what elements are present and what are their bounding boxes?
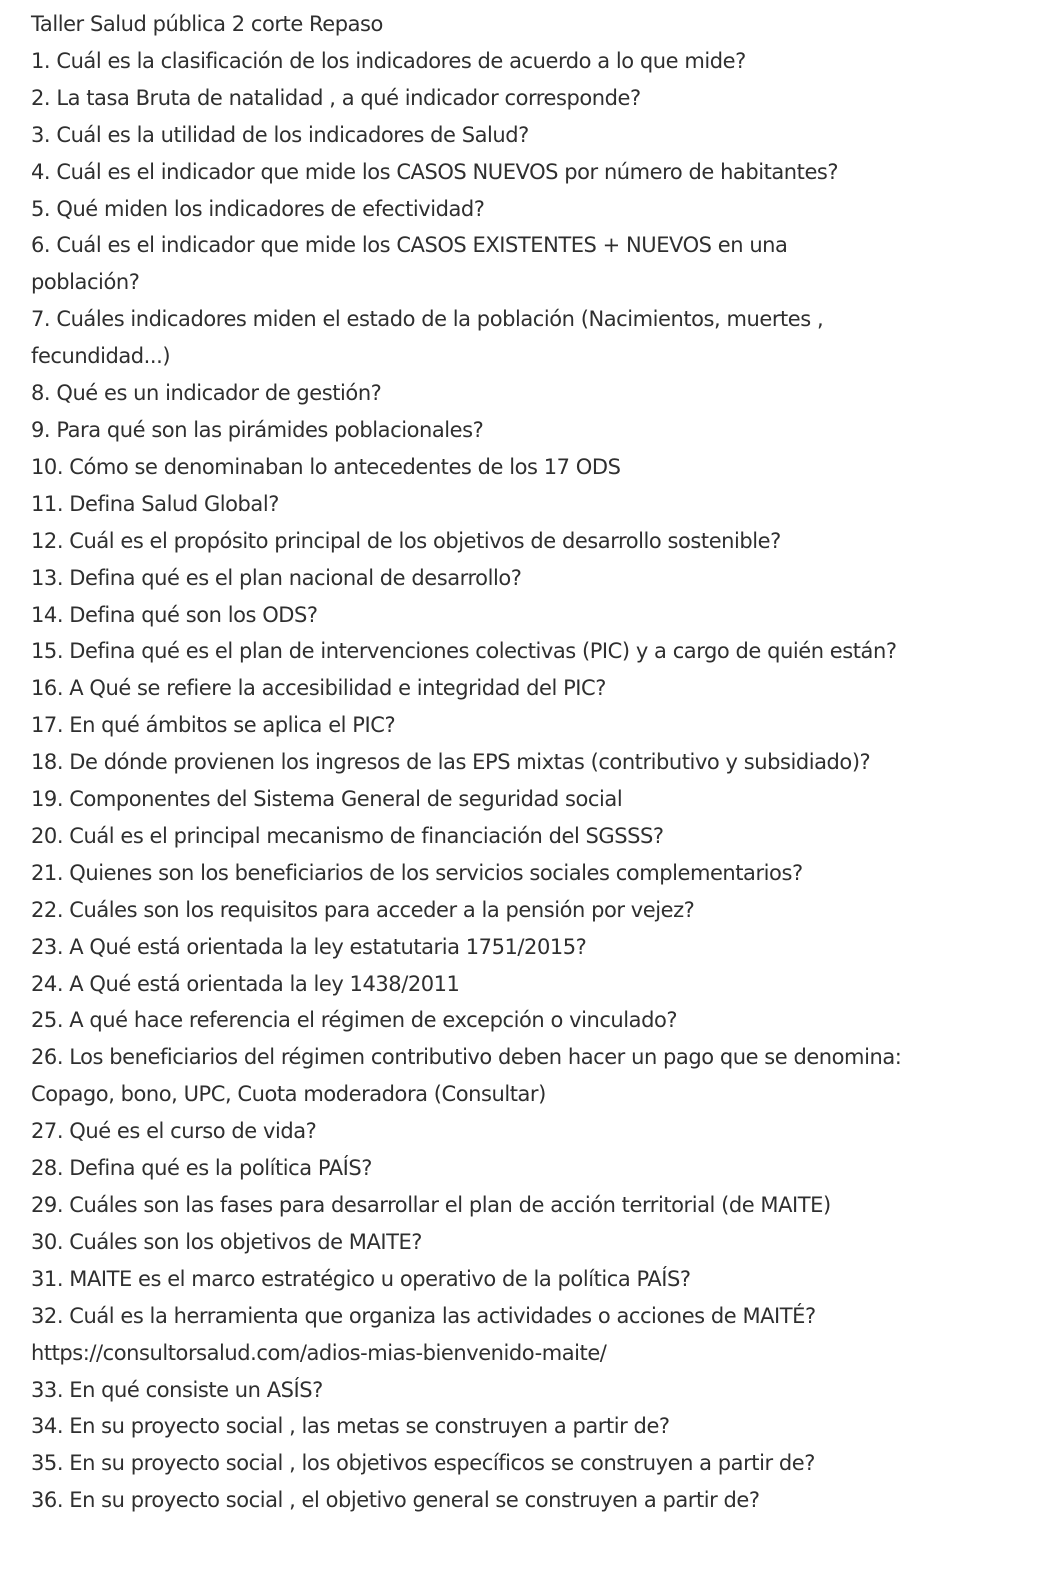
question-17: 17. En qué ámbitos se aplica el PIC? xyxy=(31,713,396,738)
document-title: Taller Salud pública 2 corte Repaso xyxy=(31,12,383,36)
question-28: 28. Defina qué es la política PAÍS? xyxy=(31,1156,373,1181)
question-25: 25. A qué hace referencia el régimen de excepción o vinculado? xyxy=(31,1008,678,1033)
question-8: 8. Qué es un indicador de gestión? xyxy=(31,381,382,406)
question-7: 7. Cuáles indicadores miden el estado de la población (Nacimientos, muertes , xyxy=(31,307,824,332)
question-11: 11. Defina Salud Global? xyxy=(31,491,279,516)
question-6: 6. Cuál es el indicador que mide los CASOS EXISTENTES + NUEVOS en una xyxy=(31,233,788,258)
question-21: 21. Quienes son los beneficiarios de los servicios sociales complementarios? xyxy=(31,860,803,885)
question-23: 23. A Qué está orientada la ley estatutaria 1751/2015? xyxy=(31,934,587,959)
question-3: 3. Cuál es la utilidad de los indicadores de Salud? xyxy=(31,122,529,147)
question-26-continued: Copago, bono, UPC, Cuota moderadora (Consultar) xyxy=(31,1082,546,1107)
document-body xyxy=(31,6,1036,1519)
question-18: 18. De dónde provienen los ingresos de las EPS mixtas (contributivo y subsidiado)? xyxy=(31,750,871,775)
question-27: 27. Qué es el curso de vida? xyxy=(31,1119,317,1144)
question-9: 9. Para qué son las pirámides poblacionales? xyxy=(31,417,484,442)
question-10: 10. Cómo se denominaban lo antecedentes de los 17 ODS xyxy=(31,454,621,479)
question-30: 30. Cuáles son los objetivos de MAITE? xyxy=(31,1229,422,1254)
question-15: 15. Defina qué es el plan de intervenciones colectivas (PIC) y a cargo de quién están? xyxy=(31,639,897,664)
question-29: 29. Cuáles son las fases para desarrollar el plan de acción territorial (de MAITE) xyxy=(31,1193,831,1217)
question-14: 14. Defina qué son los ODS? xyxy=(31,602,318,627)
question-26: 26. Los beneficiarios del régimen contributivo deben hacer un pago que se denomina: xyxy=(31,1045,902,1070)
question-2: 2. La tasa Bruta de natalidad , a qué indicador corresponde? xyxy=(31,85,641,110)
reference-link[interactable] xyxy=(31,1335,1036,1372)
question-19: 19. Componentes del Sistema General de seguridad social xyxy=(31,787,623,812)
question-13: 13. Defina qué es el plan nacional de desarrollo? xyxy=(31,565,522,590)
question-36: 36. En su proyecto social , el objetivo general se construyen a partir de? xyxy=(31,1488,760,1513)
question-12: 12. Cuál es el propósito principal de los objetivos de desarrollo sostenible? xyxy=(31,528,781,553)
question-31: 31. MAITE es el marco estratégico u operativo de la política PAÍS? xyxy=(31,1266,691,1291)
reference-url[interactable]: https://consultorsalud.com/adios-mias-bienvenido-maite/ xyxy=(31,1340,607,1365)
question-24: 24. A Qué está orientada la ley 1438/2011 xyxy=(31,971,460,996)
question-4: 4. Cuál es el indicador que mide los CASOS NUEVOS por número de habitantes? xyxy=(31,159,839,184)
question-22: 22. Cuáles son los requisitos para acceder a la pensión por vejez? xyxy=(31,897,695,922)
question-20: 20. Cuál es el principal mecanismo de financiación del SGSSS? xyxy=(31,823,664,848)
question-6-continued: población? xyxy=(31,270,140,295)
question-33: 33. En qué consiste un ASÍS? xyxy=(31,1377,323,1402)
question-16: 16. A Qué se refiere la accesibilidad e integridad del PIC? xyxy=(31,676,606,701)
question-1: 1. Cuál es la clasificación de los indicadores de acuerdo a lo que mide? xyxy=(31,48,746,73)
question-7-continued: fecundidad...) xyxy=(31,344,171,369)
question-32: 32. Cuál es la herramienta que organiza las actividades o acciones de MAITÉ? xyxy=(31,1303,816,1328)
question-5: 5. Qué miden los indicadores de efectividad? xyxy=(31,196,485,221)
question-35: 35. En su proyecto social , los objetivos específicos se construyen a partir de? xyxy=(31,1451,815,1476)
question-34: 34. En su proyecto social , las metas se construyen a partir de? xyxy=(31,1414,670,1439)
